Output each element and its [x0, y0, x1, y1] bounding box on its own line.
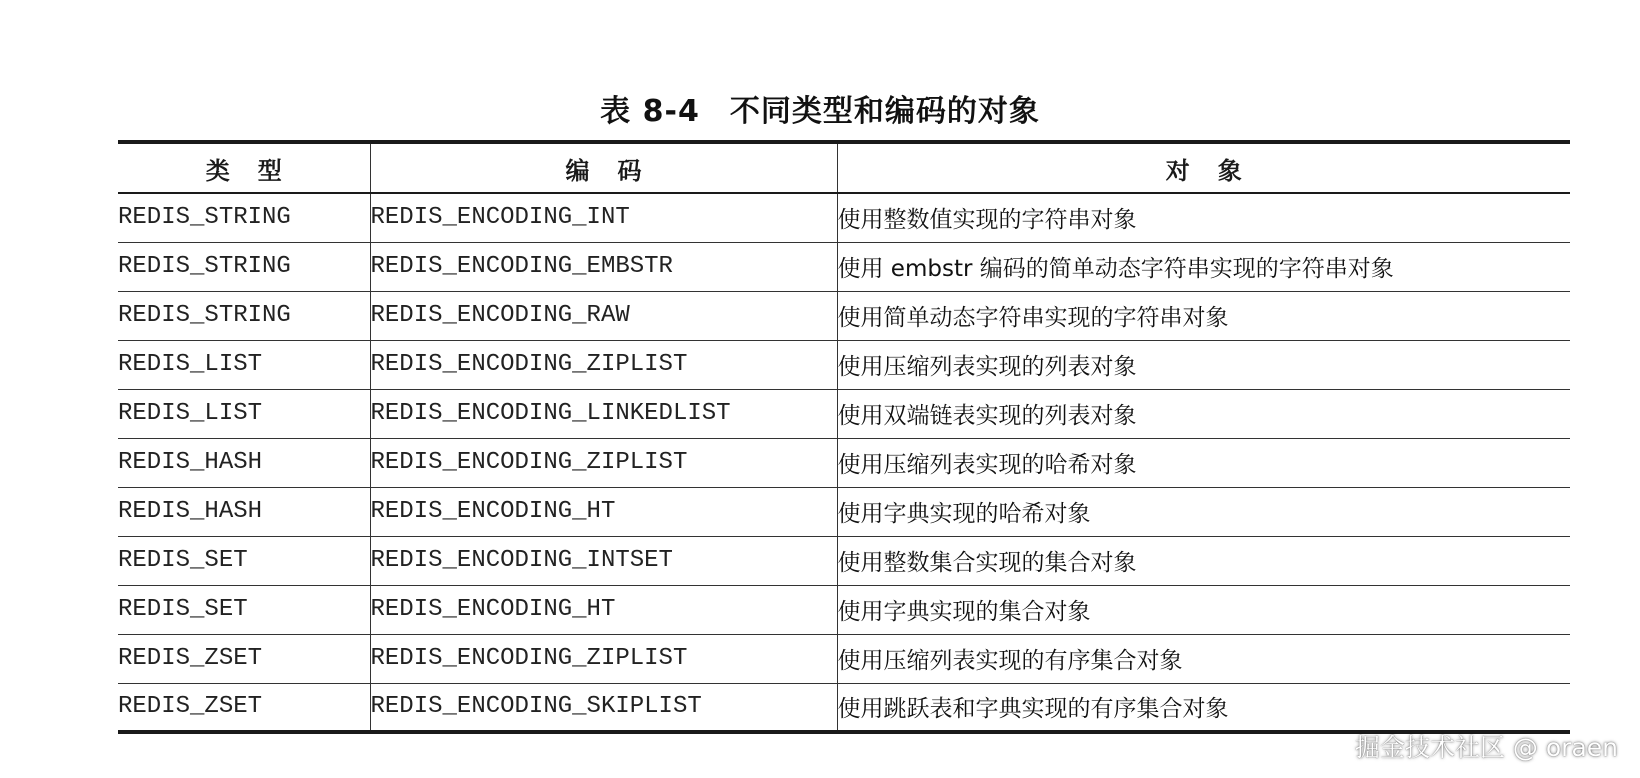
object-cell: 使用字典实现的集合对象 — [837, 585, 1570, 634]
header-object: 对象 — [837, 142, 1570, 193]
type-cell: REDIS_STRING — [118, 193, 370, 242]
encoding-cell: REDIS_ENCODING_ZIPLIST — [370, 438, 837, 487]
encoding-cell: REDIS_ENCODING_ZIPLIST — [370, 634, 837, 683]
table-row — [118, 291, 1570, 340]
object-cell: 使用跳跃表和字典实现的有序集合对象 — [837, 696, 1229, 723]
object-cell: 使用压缩列表实现的列表对象 — [837, 340, 1570, 389]
type-cell: REDIS_HASH — [118, 438, 370, 487]
type-cell: REDIS_STRING — [118, 291, 370, 340]
type-cell: REDIS_HASH — [118, 487, 370, 536]
table-row — [118, 389, 1570, 438]
table-row — [118, 536, 1570, 585]
encoding-cell: REDIS_ENCODING_HT — [370, 487, 837, 536]
encoding-cell: REDIS_ENCODING_SKIPLIST — [370, 683, 837, 732]
table-row — [118, 634, 1570, 683]
encoding-cell: REDIS_ENCODING_INTSET — [370, 536, 837, 585]
header-encoding: 编码 — [370, 142, 837, 193]
type-cell: REDIS_SET — [118, 536, 370, 585]
encoding-cell: REDIS_ENCODING_LINKEDLIST — [370, 389, 837, 438]
table-caption — [0, 86, 1640, 130]
table-row — [118, 340, 1570, 389]
object-cell: 使用压缩列表实现的有序集合对象 — [837, 634, 1570, 683]
table-number: 表 8-4 — [600, 94, 700, 129]
object-cell: 使用 embstr 编码的简单动态字符串实现的字符串对象 — [837, 242, 1570, 291]
header-type: 类型 — [118, 142, 370, 193]
table-row — [118, 585, 1570, 634]
table-row — [118, 193, 1570, 242]
header-row — [118, 142, 1570, 193]
type-cell: REDIS_LIST — [118, 389, 370, 438]
object-cell: 使用整数集合实现的集合对象 — [837, 536, 1570, 585]
encoding-cell: REDIS_ENCODING_HT — [370, 585, 837, 634]
type-cell: REDIS_STRING — [118, 242, 370, 291]
table-row — [118, 683, 1570, 732]
object-cell: 使用双端链表实现的列表对象 — [837, 389, 1570, 438]
table-row — [118, 438, 1570, 487]
type-cell: REDIS_ZSET — [118, 683, 370, 732]
object-cell: 使用字典实现的哈希对象 — [837, 487, 1570, 536]
encoding-cell: REDIS_ENCODING_ZIPLIST — [370, 340, 837, 389]
table-row — [118, 242, 1570, 291]
table-title: 不同类型和编码的对象 — [729, 94, 1040, 129]
type-cell: REDIS_ZSET — [118, 634, 370, 683]
object-cell: 使用简单动态字符串实现的字符串对象 — [837, 291, 1570, 340]
object-cell: 使用整数值实现的字符串对象 — [837, 193, 1570, 242]
encoding-cell: REDIS_ENCODING_EMBSTR — [370, 242, 837, 291]
encoding-cell: REDIS_ENCODING_INT — [370, 193, 837, 242]
encoding-cell: REDIS_ENCODING_RAW — [370, 291, 837, 340]
type-cell: REDIS_LIST — [118, 340, 370, 389]
table-row — [118, 487, 1570, 536]
watermark: 掘金技术社区 @ oraen — [1354, 733, 1618, 762]
type-cell: REDIS_SET — [118, 585, 370, 634]
object-cell: 使用压缩列表实现的哈希对象 — [837, 438, 1570, 487]
redis-object-table — [118, 140, 1570, 734]
